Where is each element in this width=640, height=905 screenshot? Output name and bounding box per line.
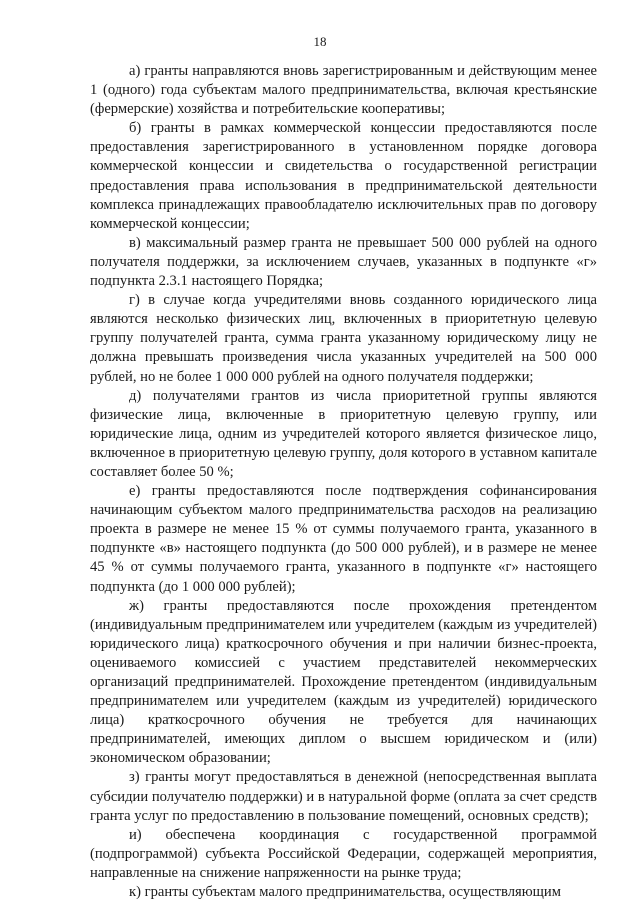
paragraph-v: в) максимальный размер гранта не превышает 500 000 рублей на одного получателя поддержки, за исключением случаев, указанных в подпункте «г» подпункта 2.3.1 настоящего Порядка; [90, 234, 597, 290]
paragraph-z: з) гранты могут предоставляться в денежной (непосредственная выплата субсидии получателю поддержки) и в натуральной форме (оплата за счет средств гранта услуг по предоставлению в пользование помещений, основных средств); [90, 769, 597, 824]
paragraph-zh: ж) гранты предоставляются после прохождения претендентом (индивидуальным предпринимателем или учредителем (каждым из учредителей) юридического лица) краткосрочного обучения и при наличии бизнес-проекта, оцениваемого комиссией с участием представителей некоммерческих организаций предпринимателей. Прохождение претендентом (индивидуальным предпринимателем или учредителем (каждым из учредителей) юридического лица) краткосрочного обучения не требуется для начинающих предпринимателей, имеющих диплом о высшем юридическом и (или) экономическом образовании; [90, 597, 597, 767]
document-body [90, 62, 597, 902]
paragraph-a: а) гранты направляются вновь зарегистрированным и действующим менее 1 (одного) года субъектам малого предпринимательства, включая крестьянские (фермерские) хозяйства и потребительские кооперативы; [90, 63, 597, 118]
paragraph-k: к) гранты субъектам малого предпринимательства, осуществляющим [129, 884, 561, 901]
paragraph-b: б) гранты в рамках коммерческой концессии предоставляются после предоставления зарегистрированного в установленном порядке договора коммерческой концессии и свидетельства о государственной регистрации предоставления права использования в предпринимательской деятельности комплекса принадлежащих правообладателю исключительных прав по договору коммерческой концессии; [90, 120, 597, 232]
paragraph-d: д) получателями грантов из числа приоритетной группы являются физические лица, включенные в приоритетную целевую группу, или юридические лица, одним из учредителей которого является физическое лицо, включенное в приоритетную целевую группу, доля которого в уставном капитале составляет более 50 %; [90, 387, 597, 480]
paragraph-i: и) обеспечена координация с государственной программой (подпрограммой) субъекта Российской Федерации, содержащей мероприятия, направленные на снижение напряженности на рынке труда; [90, 826, 597, 881]
paragraph-e: е) гранты предоставляются после подтверждения софинансирования начинающим субъектом малого предпринимательства расходов на реализацию проекта в размере не менее 15 % от суммы получаемого гранта, указанного в подпункте «в» настоящего подпункта (до 500 000 рублей), и в размере не менее 45 % от суммы получаемого гранта, указанного в подпункте «г» настоящего подпункта (до 1 000 000 рублей); [90, 483, 597, 595]
paragraph-g: г) в случае когда учредителями вновь созданного юридического лица являются несколько физических лиц, включенных в приоритетную целевую группу получателей гранта, сумма гранта указанному юридическому лицу не должна превышать произведения числа указанных учредителей на 500 000 рублей, но не более 1 000 000 рублей на одного получателя поддержки; [90, 292, 597, 385]
page-number: 18 [313, 34, 327, 49]
